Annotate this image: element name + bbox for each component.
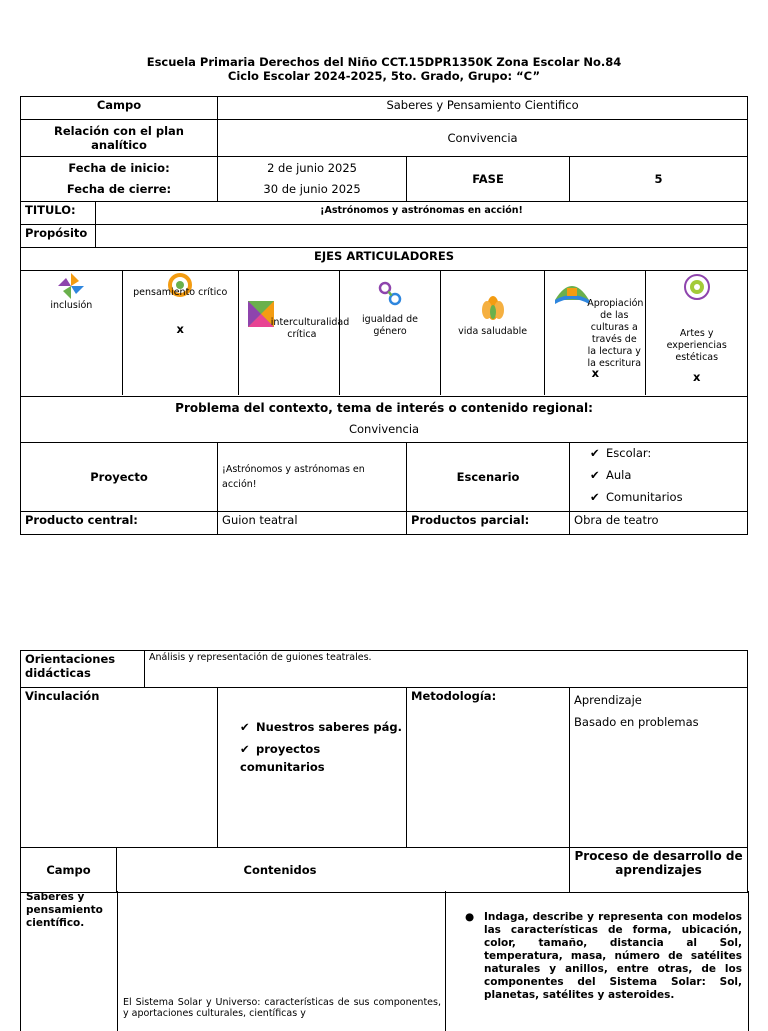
vinculacion-list-cell xyxy=(218,688,407,848)
escenario-item xyxy=(590,444,743,466)
didactic-table xyxy=(20,650,748,893)
check-icon: ✔ xyxy=(590,468,600,482)
contenidos-header: Contenidos xyxy=(117,848,570,893)
orientaciones-value: Análisis y representación de guiones teatrales. xyxy=(145,651,748,688)
eje-pensamiento-critico-label: pensamiento crítico xyxy=(133,287,228,298)
eje-apropiacion-culturas-text: Apropiación de las culturas a través de la lectura y la escritura xyxy=(587,298,644,369)
header-line-1: Escuela Primaria Derechos del Niño CCT.15DPR1350K Zona Escolar No.84 xyxy=(146,55,622,69)
check-icon: ✔ xyxy=(590,490,600,504)
fechas-value-cell xyxy=(218,157,407,202)
check-icon: ✔ xyxy=(590,446,600,460)
metodologia-line-1: Aprendizaje xyxy=(574,693,642,707)
relacion-value: Convivencia xyxy=(218,120,748,157)
proceso-item xyxy=(465,911,742,1002)
proposito-value xyxy=(96,225,748,248)
escenario-item-label: Aula xyxy=(606,468,632,482)
planning-table xyxy=(20,96,748,535)
orientaciones-label: Orientaciones didácticas xyxy=(21,651,145,688)
eje-apropiacion-culturas-mark: x xyxy=(591,366,599,380)
check-icon: ✔ xyxy=(240,742,250,756)
eje-interculturalidad xyxy=(238,271,350,395)
eje-apropiacion-culturas-label xyxy=(549,298,644,370)
vinculacion-item-label: Nuestros saberes pág. xyxy=(256,720,402,734)
eje-artes-label: Artes y experiencias estéticas xyxy=(666,328,727,363)
proceso-header: Proceso de desarrollo de aprendizajes xyxy=(570,848,748,893)
eje-igualdad-genero xyxy=(339,271,440,395)
escenario-item-label: Escolar: xyxy=(606,446,652,460)
eje-artes xyxy=(646,271,747,395)
campo-header: Campo xyxy=(21,848,117,893)
relacion-label: Relación con el plan analítico xyxy=(21,120,218,157)
producto-central-value: Guion teatral xyxy=(218,512,407,535)
eje-pensamiento-critico-mark: x xyxy=(176,322,184,336)
fecha-cierre-label: Fecha de cierre: xyxy=(66,182,172,196)
escenario-item xyxy=(590,488,743,510)
vida-saludable-icon xyxy=(479,294,507,322)
eje-artes-mark: x xyxy=(693,370,701,384)
eje-pensamiento-critico xyxy=(122,271,238,395)
igualdad-genero-icon xyxy=(374,278,406,310)
ejes-grid xyxy=(21,271,747,395)
eje-inclusion-label: inclusión xyxy=(50,300,93,311)
fecha-inicio-value: 2 de junio 2025 xyxy=(267,161,357,175)
campo-value: Saberes y pensamiento científico. xyxy=(26,891,103,929)
titulo-label: TITULO: xyxy=(21,202,96,225)
metodologia-value-cell xyxy=(570,688,748,848)
eje-igualdad-genero-label: igualdad de género xyxy=(362,314,418,337)
productos-parcial-label: Productos parcial: xyxy=(407,512,570,535)
productos-parcial-value: Obra de teatro xyxy=(570,512,748,535)
ejes-label: EJES ARTICULADORES xyxy=(21,248,748,271)
escenario-list-cell xyxy=(570,443,748,512)
eje-interculturalidad-label: interculturalidad crítica xyxy=(270,317,350,340)
contenido-value: El Sistema Solar y Universo: características de sus componentes, y aportaciones culturales, científicas y xyxy=(123,997,441,1019)
campo-value: Saberes y Pensamiento Cientifico xyxy=(218,97,748,120)
eje-vida-saludable-label: vida saludable xyxy=(458,326,528,337)
ejes-row xyxy=(21,271,748,397)
proyecto-label: Proyecto xyxy=(21,443,218,512)
titulo-value: ¡Astrónomos y astrónomas en acción! xyxy=(96,202,748,225)
fecha-cierre-value: 30 de junio 2025 xyxy=(263,182,361,196)
fase-value: 5 xyxy=(570,157,748,202)
proyecto-value: ¡Astrónomos y astrónomas en acción! xyxy=(218,443,407,512)
eje-vida-saludable xyxy=(441,271,545,395)
check-icon: ✔ xyxy=(240,720,250,734)
artes-icon xyxy=(682,272,712,302)
campo-label: Campo xyxy=(21,97,218,120)
fecha-inicio-label: Fecha de inicio: xyxy=(68,161,170,175)
fechas-label-cell xyxy=(21,157,218,202)
vinculacion-item xyxy=(240,740,402,774)
proceso-value: Indaga, describe y representa con modelos las características de forma, ubicación, color, tamaño, distancia al Sol, temperatura, masa, número de satélites naturales y anillos, entre otras, de los componentes del Sistema Solar: Sol, planetas, satélites y asteroides. xyxy=(484,911,742,1001)
eje-apropiacion-culturas xyxy=(545,271,646,395)
contenido-row xyxy=(20,891,749,1031)
escenario-item-label: Comunitarios xyxy=(606,490,683,504)
document-header xyxy=(0,55,768,83)
metodologia-label: Metodología: xyxy=(407,688,570,848)
vinculacion-item-label: proyectos comunitarios xyxy=(240,742,325,774)
proposito-label: Propósito xyxy=(21,225,96,248)
problema-label: Problema del contexto, tema de interés o contenido regional: xyxy=(175,401,593,415)
vinculacion-item xyxy=(240,718,402,740)
inclusion-icon xyxy=(57,272,85,300)
bullet-icon: ● xyxy=(465,911,475,923)
escenario-list xyxy=(590,444,743,510)
escenario-item xyxy=(590,466,743,488)
producto-central-label: Producto central: xyxy=(21,512,218,535)
problema-cell xyxy=(21,397,748,443)
header-line-2: Ciclo Escolar 2024-2025, 5to. Grado, Grupo: “C” xyxy=(227,69,541,83)
eje-inclusion xyxy=(21,271,122,395)
escenario-label: Escenario xyxy=(407,443,570,512)
metodologia-line-2: Basado en problemas xyxy=(574,715,699,729)
vinculacion-label: Vinculación xyxy=(21,688,218,848)
fase-label: FASE xyxy=(407,157,570,202)
problema-value: Convivencia xyxy=(348,422,420,436)
vinculacion-list xyxy=(240,718,402,774)
